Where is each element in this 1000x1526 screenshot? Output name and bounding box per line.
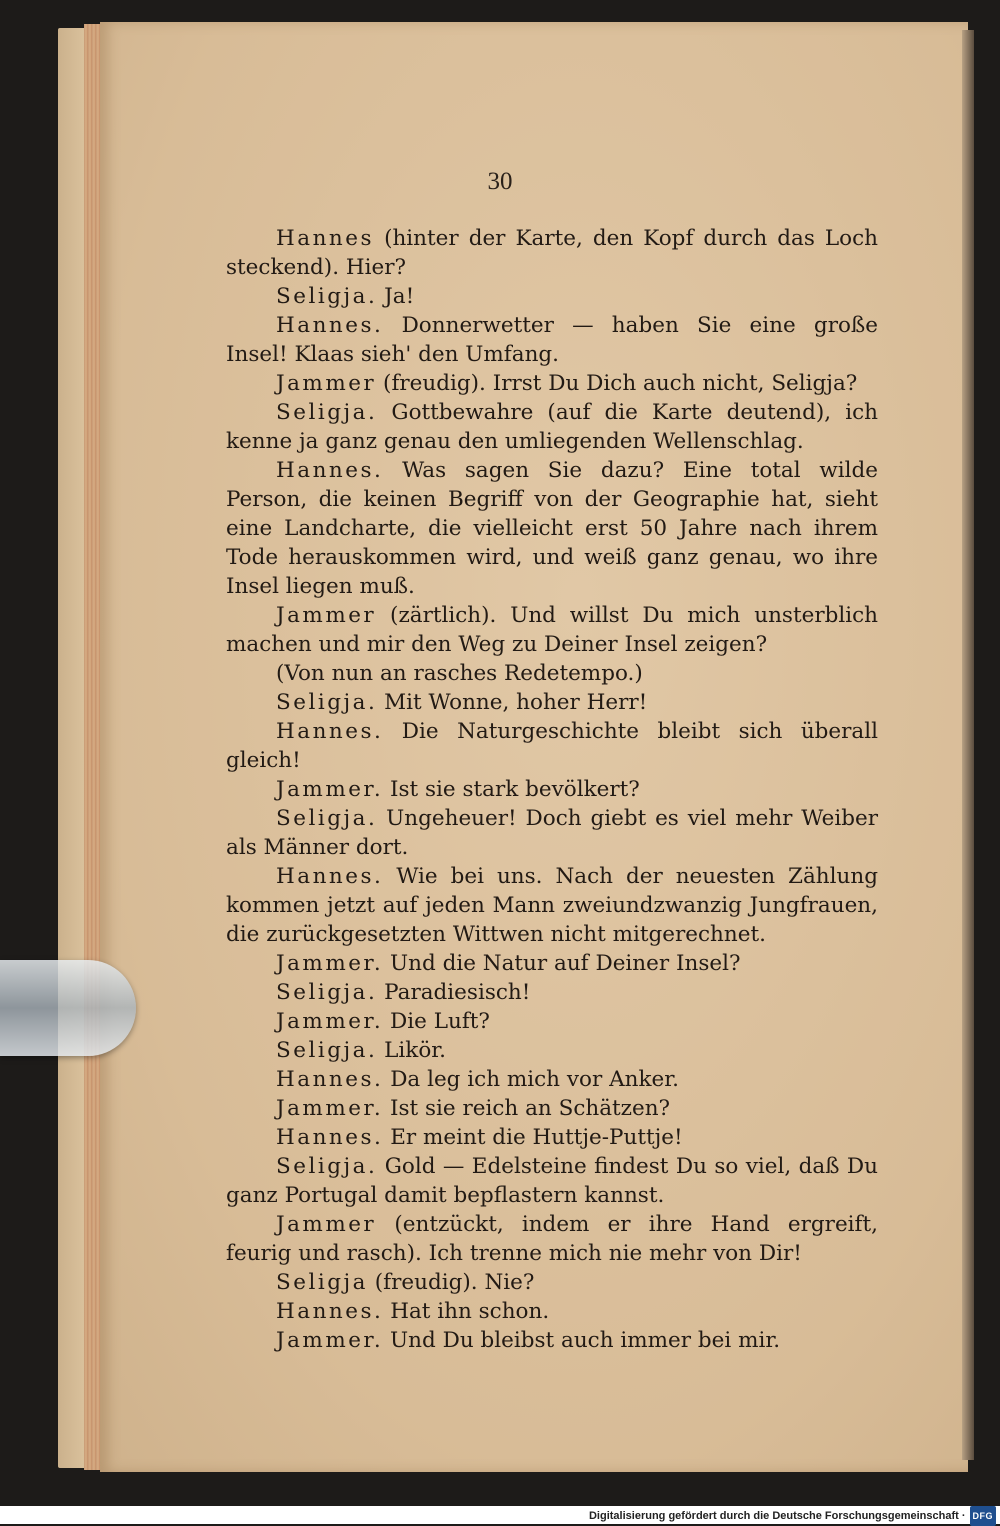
dialogue-text: Da leg ich mich vor Anker. [383, 1067, 679, 1092]
speaker-name: Jammer [276, 603, 377, 628]
dialogue-text: Gottbewahre (auf die Karte deutend), ich kenne ja ganz genau den umliegenden Wellenschlag. [226, 400, 878, 454]
speaker-name: Hannes [276, 226, 375, 251]
dialogue-text: (Von nun an rasches Redetempo.) [276, 661, 643, 686]
dialogue-paragraph [226, 949, 878, 978]
dialogue-text: Die Naturgeschichte bleibt sich überall gleich! [226, 719, 878, 773]
dialogue-text: Ungeheuer! Doch giebt es viel mehr Weiber als Männer dort. [226, 806, 878, 860]
dialogue-text: Und die Natur auf Deiner Insel? [383, 951, 741, 976]
dialogue-paragraph [226, 1123, 878, 1152]
speaker-name: Seligja. [276, 284, 378, 309]
speaker-name: Hannes. [276, 864, 384, 889]
dialogue-text: Ist sie stark bevölkert? [383, 777, 640, 802]
dfg-logo-icon: DFG [970, 1506, 997, 1526]
speaker-name: Seligja. [276, 1154, 378, 1179]
dialogue-paragraph [226, 311, 878, 369]
dialogue-paragraph [226, 1268, 878, 1297]
speaker-name: Seligja [276, 1270, 368, 1295]
dialogue-text: Paradiesisch! [377, 980, 531, 1005]
dialogue-text: (freudig). Nie? [367, 1270, 535, 1295]
dialogue-text: Er meint die Huttje-Puttje! [383, 1125, 683, 1150]
dialogue-text: Ist sie reich an Schätzen? [383, 1096, 671, 1121]
speaker-name: Hannes. [276, 1125, 384, 1150]
speaker-name: Jammer. [276, 1009, 384, 1034]
speaker-name: Jammer [276, 1212, 377, 1237]
dialogue-paragraph [226, 1297, 878, 1326]
speaker-name: Hannes. [276, 458, 384, 483]
dialogue-text: (freudig). Irrst Du Dich auch nicht, Seligja? [376, 371, 858, 396]
dialogue-paragraph [226, 775, 878, 804]
dialogue-text: Donnerwetter — haben Sie eine große Insel! Klaas sieh' den Umfang. [226, 313, 878, 367]
page-right-edge [962, 30, 974, 1460]
dialogue-paragraph [226, 1152, 878, 1210]
dialogue-paragraph [226, 282, 878, 311]
dialogue-text: Hat ihn schon. [383, 1299, 550, 1324]
dialogue-paragraph [226, 717, 878, 775]
speaker-name: Hannes. [276, 719, 384, 744]
footer [0, 1506, 1000, 1524]
book-clip [0, 960, 136, 1056]
dialogue-text: (zärtlich). Und willst Du mich unsterblich machen und mir den Weg zu Deiner Insel zeigen? [226, 603, 878, 657]
dialogue-paragraph [226, 601, 878, 659]
dialogue-text: Die Luft? [383, 1009, 490, 1034]
dialogue-paragraph [226, 688, 878, 717]
speaker-name: Seligja. [276, 1038, 378, 1063]
dialogue-paragraph [226, 1036, 878, 1065]
dialogue-text: Likör. [377, 1038, 447, 1063]
speaker-name: Seligja. [276, 690, 378, 715]
speaker-name: Hannes. [276, 313, 384, 338]
dialogue-paragraph [226, 224, 878, 282]
dialogue-paragraph [226, 398, 878, 456]
speaker-name: Jammer. [276, 777, 384, 802]
dialogue-paragraph [226, 862, 878, 949]
page-number: 30 [487, 168, 513, 195]
dialogue-paragraph [226, 369, 878, 398]
speaker-name: Hannes. [276, 1299, 384, 1324]
dialogue-text: Mit Wonne, hoher Herr! [377, 690, 648, 715]
speaker-name: Seligja. [276, 980, 378, 1005]
speaker-name: Jammer [276, 371, 377, 396]
speaker-name: Seligja. [276, 806, 378, 831]
dialogue-text: Gold — Edelsteine findest Du so viel, daß Du ganz Portugal damit bepflastern kannst. [226, 1154, 878, 1208]
speaker-name: Jammer. [276, 951, 384, 976]
page-text [226, 224, 878, 1355]
dialogue-paragraph [226, 1007, 878, 1036]
dialogue-paragraph [226, 1094, 878, 1123]
speaker-name: Jammer. [276, 1328, 384, 1353]
dialogue-text: (hinter der Karte, den Kopf durch das Loch steckend). Hier? [226, 226, 878, 280]
dialogue-text: Und Du bleibst auch immer bei mir. [383, 1328, 781, 1353]
speaker-name: Seligja. [276, 400, 378, 425]
dialogue-text: (entzückt, indem er ihre Hand ergreift, feurig und rasch). Ich trenne mich nie mehr von Dir! [226, 1212, 878, 1266]
dialogue-paragraph [226, 456, 878, 601]
dialogue-paragraph [226, 1326, 878, 1355]
dialogue-paragraph [226, 1065, 878, 1094]
dialogue-paragraph [226, 659, 878, 688]
dialogue-paragraph [226, 1210, 878, 1268]
dialogue-text: Was sagen Sie dazu? Eine total wilde Person, die keinen Begriff von der Geographie hat, sieht eine Landcharte, die vielleicht erst 50 Jahre nach ihrem Tode herauskommen wird, und weiß ganz genau, wo ihre Insel liegen muß. [226, 458, 878, 599]
speaker-name: Jammer. [276, 1096, 384, 1121]
speaker-name: Hannes. [276, 1067, 384, 1092]
dialogue-text: Wie bei uns. Nach der neuesten Zählung kommen jetzt auf jeden Mann zweiundzwanzig Jungfrauen, die zurückgesetzten Wittwen nicht mitgerechnet. [226, 864, 878, 947]
dialogue-paragraph [226, 804, 878, 862]
dialogue-text: Ja! [377, 284, 415, 309]
footer-credit: Digitalisierung gefördert durch die Deutsche Forschungsgemeinschaft · [588, 1510, 966, 1522]
dialogue-paragraph [226, 978, 878, 1007]
